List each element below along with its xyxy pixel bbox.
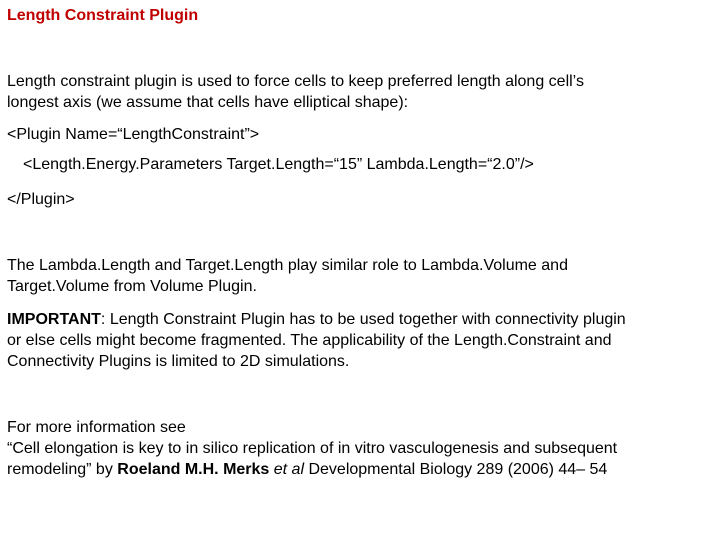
citation-journal: Developmental Biology 289 (2006) 44– 54	[304, 461, 608, 478]
important-line-3: Connectivity Plugins is limited to 2D simulations.	[7, 353, 350, 370]
more-info-line-1: For more information see	[7, 419, 186, 436]
citation-prefix: remodeling” by	[7, 461, 118, 478]
page-title: Length Constraint Plugin	[7, 7, 199, 24]
paragraph-line-1: The Lambda.Length and Target.Length play similar role to Lambda.Volume and	[7, 257, 568, 274]
code-plugin-close: </Plugin>	[7, 191, 75, 208]
paragraph-line-2: Target.Volume from Volume Plugin.	[7, 278, 257, 295]
more-info-line-2: “Cell elongation is key to in silico replication of in vitro vasculogenesis and subsequent	[7, 440, 618, 457]
important-line-2: or else cells might become fragmented. The applicability of the Length.Constraint and	[7, 332, 612, 349]
important-text-1: : Length Constraint Plugin has to be used together with connectivity plugin	[100, 311, 626, 328]
important-label: IMPORTANT	[7, 311, 101, 328]
citation-author: Roeland M.H. Merks	[117, 461, 270, 478]
more-info-line-3	[7, 459, 607, 480]
citation-et-al: et al	[273, 461, 305, 478]
intro-line-2: longest axis (we assume that cells have elliptical shape):	[7, 94, 409, 111]
intro-line-1: Length constraint plugin is used to force cells to keep preferred length along cell’s	[7, 73, 584, 90]
code-plugin-open: <Plugin Name=“LengthConstraint”>	[7, 126, 260, 143]
code-parameters: <Length.Energy.Parameters Target.Length=“15” Lambda.Length=“2.0”/>	[23, 156, 534, 173]
important-line-1	[7, 309, 626, 330]
